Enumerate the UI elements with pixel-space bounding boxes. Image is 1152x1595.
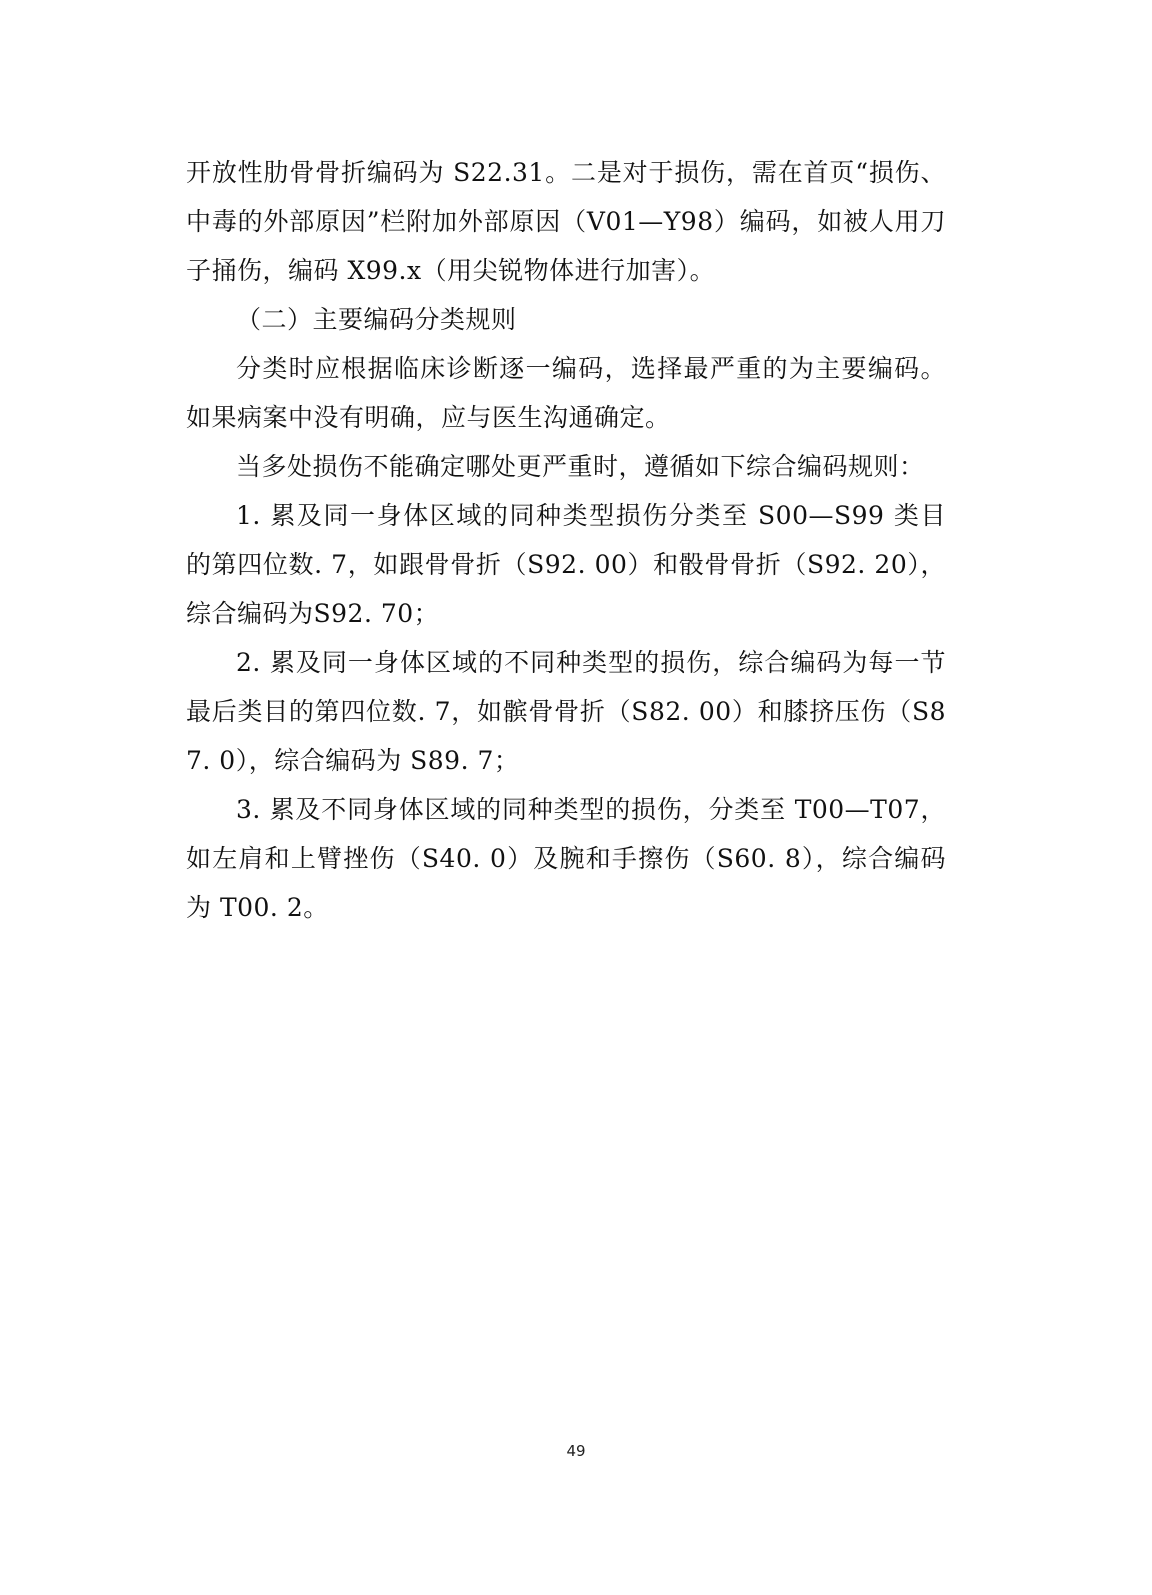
- rule-item-3: 3. 累及不同身体区域的同种类型的损伤，分类至 T00—T07，如左肩和上臂挫伤（S40. 0）及腕和手擦伤（S60. 8），综合编码为 T00. 2。: [186, 795, 946, 922]
- rule-item-2: 2. 累及同一身体区域的不同种类型的损伤，综合编码为每一节最后类目的第四位数. 7，如髌骨骨折（S82. 00）和膝挤压伤（S87. 0），综合编码为 S89. 7；: [186, 648, 946, 775]
- paragraph-multiple-injury-rule: 当多处损伤不能确定哪处更严重时，遵循如下综合编码规则：: [236, 452, 925, 481]
- section-heading: （二）主要编码分类规则: [236, 305, 517, 334]
- paragraph-classification: 分类时应根据临床诊断逐一编码，选择最严重的为主要编码。如果病案中没有明确，应与医生沟通确定。: [186, 354, 946, 432]
- page-number: 49: [566, 1442, 586, 1460]
- paragraph-continuation: 开放性肋骨骨折编码为 S22.31。二是对于损伤，需在首页“损伤、中毒的外部原因”栏附加外部原因（V01—Y98）编码，如被人用刀子捅伤，编码 X99.x（用尖锐物体进行加害）。: [186, 158, 946, 285]
- body-text: [186, 148, 946, 932]
- rule-item-1: 1. 累及同一身体区域的同种类型损伤分类至 S00—S99 类目的第四位数. 7，如跟骨骨折（S92. 00）和骰骨骨折（S92. 20），综合编码为S92. 70；: [186, 501, 946, 628]
